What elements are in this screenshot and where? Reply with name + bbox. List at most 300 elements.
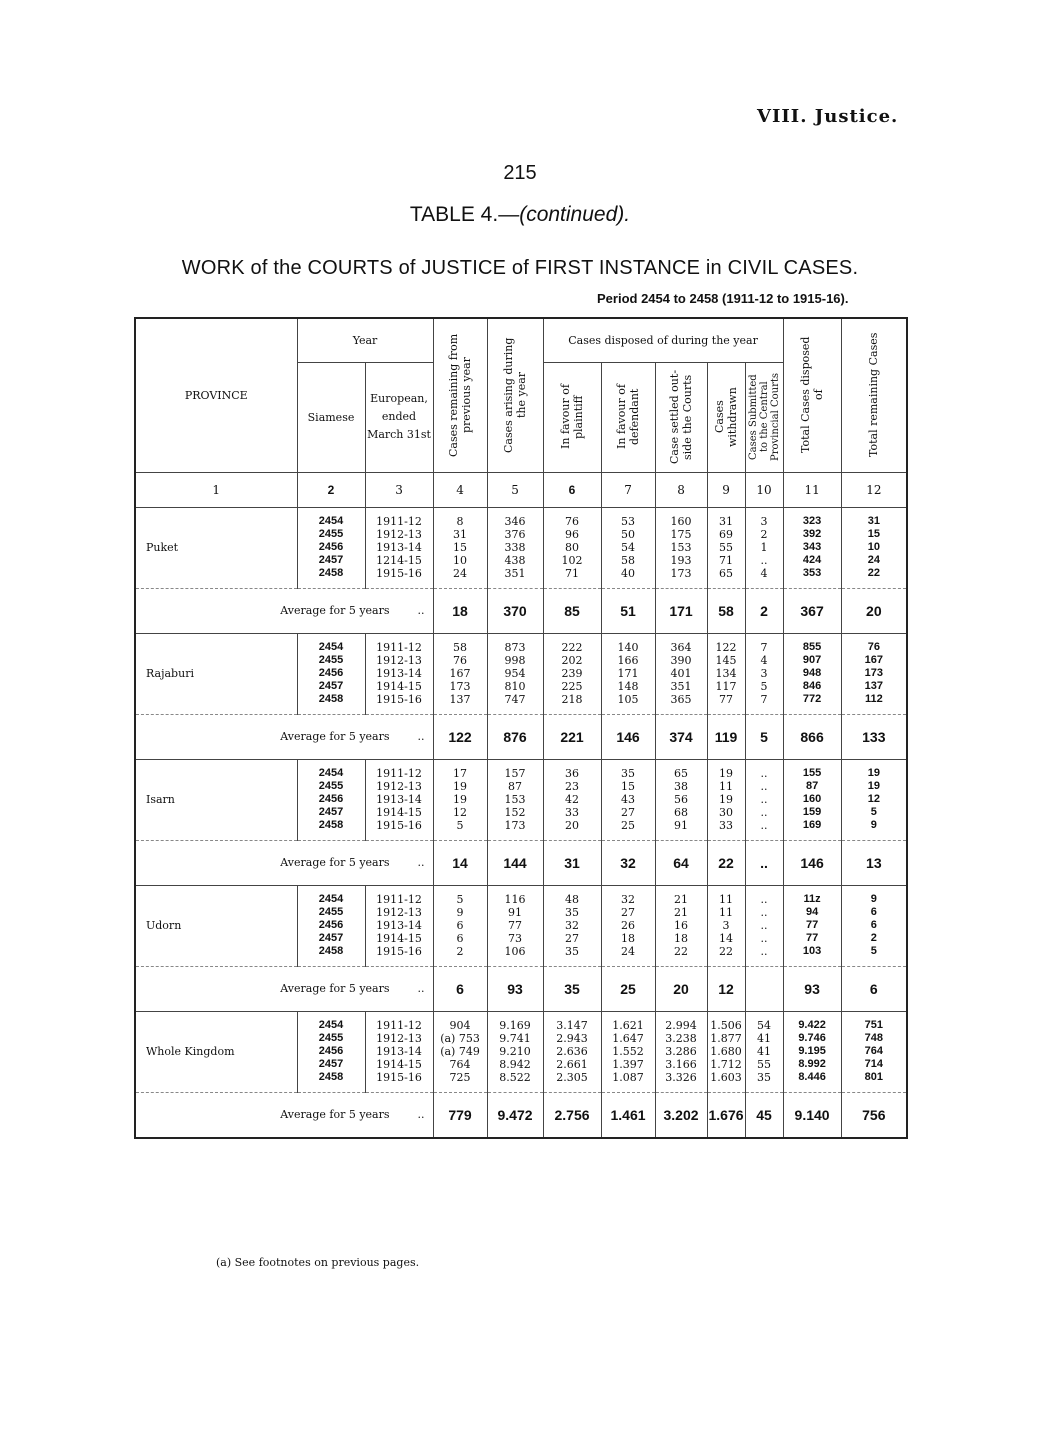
cell-value: 2458 xyxy=(318,819,344,831)
cell-value: 2455 xyxy=(318,654,344,666)
cell-favour-plaintiff xyxy=(543,507,601,588)
cell-value: 11z xyxy=(803,893,821,905)
average-label xyxy=(135,1092,433,1138)
cell-value: 998 xyxy=(504,654,526,667)
header-withdrawn xyxy=(707,362,745,472)
col-num: 10 xyxy=(745,472,783,507)
cell-value: 1914-15 xyxy=(376,932,422,945)
average-dots: .. xyxy=(417,982,425,995)
cell-value: 6 xyxy=(870,919,877,931)
cell-value: 18 xyxy=(674,932,689,945)
province-row xyxy=(135,759,907,840)
cell-value: 2456 xyxy=(318,919,344,931)
cell-value: .. xyxy=(760,919,768,932)
average-favour-plaintiff: 85 xyxy=(543,588,601,633)
cell-value: 5 xyxy=(456,819,464,832)
cell-value: 159 xyxy=(802,806,822,818)
province-row xyxy=(135,633,907,714)
average-row xyxy=(135,966,907,1011)
cell-value: 2455 xyxy=(318,1032,344,1044)
average-row xyxy=(135,588,907,633)
cell-arising xyxy=(487,885,543,966)
cell-value: 9.169 xyxy=(499,1019,531,1032)
cell-value: 202 xyxy=(561,654,583,667)
cell-value: 55 xyxy=(757,1058,772,1071)
cell-value: .. xyxy=(760,806,768,819)
cell-value: 22 xyxy=(867,567,880,579)
cell-value: 1914-15 xyxy=(376,680,422,693)
cell-arising xyxy=(487,1011,543,1092)
cell-value: 1912-13 xyxy=(376,654,422,667)
cell-value: 140 xyxy=(617,641,639,654)
cell-value: 2457 xyxy=(318,806,344,818)
cell-value: 19 xyxy=(867,780,880,792)
cell-value: 76 xyxy=(867,641,880,653)
cell-favour-plaintiff xyxy=(543,759,601,840)
cell-value: 160 xyxy=(670,515,692,528)
average-total-disposed: 367 xyxy=(783,588,841,633)
cell-value: 1915-16 xyxy=(376,693,422,706)
cell-withdrawn xyxy=(707,633,745,714)
cell-value: 1911-12 xyxy=(376,1019,422,1032)
cell-value: 764 xyxy=(449,1058,471,1071)
average-row xyxy=(135,1092,907,1138)
cell-value: 73 xyxy=(508,932,523,945)
cell-favour-defendant xyxy=(601,633,655,714)
cell-total-remaining xyxy=(841,507,907,588)
average-arising: 876 xyxy=(487,714,543,759)
cell-value: 193 xyxy=(670,554,692,567)
cell-value: 43 xyxy=(621,793,636,806)
col-num: 7 xyxy=(601,472,655,507)
cell-value: 2458 xyxy=(318,567,344,579)
page-number: 215 xyxy=(503,162,537,184)
cell-siamese xyxy=(297,507,365,588)
civil-cases-table xyxy=(134,317,908,1139)
cell-withdrawn xyxy=(707,507,745,588)
cell-value: 6 xyxy=(456,932,464,945)
average-settled-outside: 171 xyxy=(655,588,707,633)
cell-value: 40 xyxy=(621,567,636,580)
cell-value: 954 xyxy=(504,667,526,680)
cell-value: 27 xyxy=(621,806,636,819)
cell-value: 5 xyxy=(870,945,877,957)
cell-value: .. xyxy=(760,932,768,945)
cell-value: .. xyxy=(760,767,768,780)
average-submitted-central: 2 xyxy=(745,588,783,633)
cell-value: 846 xyxy=(802,680,822,692)
cell-value: 1.397 xyxy=(612,1058,644,1071)
cell-value: 346 xyxy=(504,515,526,528)
province-row xyxy=(135,885,907,966)
cell-value: 117 xyxy=(715,680,737,693)
cell-value: 87 xyxy=(508,780,523,793)
cell-value: 1915-16 xyxy=(376,1071,422,1084)
average-total-disposed: 93 xyxy=(783,966,841,1011)
cell-value: 873 xyxy=(504,641,526,654)
cell-value: .. xyxy=(760,793,768,806)
cell-value: 11 xyxy=(719,906,734,919)
cell-value: 1912-13 xyxy=(376,528,422,541)
cell-settled-outside xyxy=(655,633,707,714)
cell-arising xyxy=(487,507,543,588)
header-favour-defendant xyxy=(601,362,655,472)
header-european: European, ended March 31st xyxy=(365,362,433,472)
cell-value: 50 xyxy=(621,528,636,541)
cell-value: 2456 xyxy=(318,541,344,553)
cell-value: 365 xyxy=(670,693,692,706)
average-label-text: Average for 5 years xyxy=(280,856,390,869)
average-arising: 9.472 xyxy=(487,1092,543,1138)
cell-total-disposed xyxy=(783,885,841,966)
cell-value: 948 xyxy=(802,667,822,679)
cell-value: 438 xyxy=(504,554,526,567)
cell-value: 25 xyxy=(621,819,636,832)
cell-value: 2 xyxy=(456,945,464,958)
cell-value: 343 xyxy=(802,541,822,553)
cell-value: 2458 xyxy=(318,1071,344,1083)
cell-value: 171 xyxy=(617,667,639,680)
average-withdrawn: 58 xyxy=(707,588,745,633)
average-label-text: Average for 5 years xyxy=(280,1108,390,1121)
cell-total-disposed xyxy=(783,507,841,588)
cell-value: 2457 xyxy=(318,554,344,566)
cell-value: 21 xyxy=(674,906,689,919)
cell-value: .. xyxy=(760,780,768,793)
cell-value: 69 xyxy=(719,528,734,541)
cell-value: 153 xyxy=(504,793,526,806)
average-dots: .. xyxy=(417,604,425,617)
cell-value: 2.943 xyxy=(556,1032,588,1045)
average-remaining-prev: 14 xyxy=(433,840,487,885)
header-total-disposed-text: Total Cases disposed of xyxy=(799,337,826,454)
average-label-text: Average for 5 years xyxy=(280,604,390,617)
cell-value: 7 xyxy=(760,641,768,654)
cell-value: 2457 xyxy=(318,1058,344,1070)
cell-value: 2.994 xyxy=(665,1019,697,1032)
cell-value: 145 xyxy=(715,654,737,667)
cell-value: 160 xyxy=(802,793,822,805)
cell-value: 1.552 xyxy=(612,1045,644,1058)
cell-value: 91 xyxy=(508,906,523,919)
cell-value: 392 xyxy=(802,528,822,540)
cell-value: 1913-14 xyxy=(376,541,422,554)
cell-value: 7 xyxy=(760,693,768,706)
header-remaining-prev-text: Cases remaining from previous year xyxy=(447,333,474,457)
cell-arising xyxy=(487,633,543,714)
col-num: 1 xyxy=(135,472,297,507)
province-row xyxy=(135,507,907,588)
average-withdrawn: 12 xyxy=(707,966,745,1011)
cell-value: 424 xyxy=(802,554,822,566)
table-title-text: TABLE 4.— xyxy=(409,203,520,226)
cell-total-disposed xyxy=(783,633,841,714)
cell-remaining-prev xyxy=(433,1011,487,1092)
cell-value: 8 xyxy=(456,515,464,528)
cell-settled-outside xyxy=(655,885,707,966)
cell-value: 714 xyxy=(864,1058,883,1070)
cell-settled-outside xyxy=(655,507,707,588)
cell-value: 166 xyxy=(617,654,639,667)
cell-value: 376 xyxy=(504,528,526,541)
col-num: 3 xyxy=(365,472,433,507)
cell-value: 3.326 xyxy=(665,1071,697,1084)
cell-value: 36 xyxy=(565,767,580,780)
cell-value: 76 xyxy=(453,654,468,667)
col-num: 2 xyxy=(297,472,365,507)
cell-value: 1911-12 xyxy=(376,893,422,906)
cell-value: 53 xyxy=(621,515,636,528)
header-favour-defendant-text: In favour of defendant xyxy=(615,384,642,450)
cell-value: 15 xyxy=(453,541,468,554)
cell-value: .. xyxy=(760,554,768,567)
cell-value: 22 xyxy=(719,945,734,958)
header-siamese: Siamese xyxy=(297,362,365,472)
cell-value: 2454 xyxy=(318,1019,344,1031)
header-submitted-central-text: Cases Submitted to the Central Provincial Courts xyxy=(747,373,781,461)
cell-favour-defendant xyxy=(601,507,655,588)
cell-value: 153 xyxy=(670,541,692,554)
cell-value: 6 xyxy=(456,919,464,932)
cell-value: 12 xyxy=(867,793,880,805)
cell-value: 2 xyxy=(760,528,768,541)
cell-value: 1914-15 xyxy=(376,1058,422,1071)
cell-value: 2.305 xyxy=(556,1071,588,1084)
cell-value: 94 xyxy=(805,906,819,918)
cell-value: 112 xyxy=(864,693,883,705)
cell-european xyxy=(365,507,433,588)
province-name: Whole Kingdom xyxy=(135,1011,297,1092)
cell-settled-outside xyxy=(655,759,707,840)
cell-total-remaining xyxy=(841,885,907,966)
cell-value: 3.286 xyxy=(665,1045,697,1058)
cell-value: 10 xyxy=(867,541,880,553)
average-total-remaining: 20 xyxy=(841,588,907,633)
cell-value: 225 xyxy=(561,680,583,693)
average-favour-plaintiff: 31 xyxy=(543,840,601,885)
average-settled-outside: 64 xyxy=(655,840,707,885)
cell-value: 80 xyxy=(565,541,580,554)
cell-value: 32 xyxy=(565,919,580,932)
cell-siamese xyxy=(297,885,365,966)
cell-favour-defendant xyxy=(601,1011,655,1092)
cell-value: 218 xyxy=(561,693,583,706)
average-dots: .. xyxy=(417,856,425,869)
col-num: 5 xyxy=(487,472,543,507)
cell-value: 173 xyxy=(864,667,883,679)
cell-submitted-central xyxy=(745,885,783,966)
cell-value: 41 xyxy=(757,1032,772,1045)
cell-value: 96 xyxy=(565,528,580,541)
header-withdrawn-text: Cases withdrawn xyxy=(713,387,740,447)
cell-value: 2454 xyxy=(318,515,344,527)
cell-total-remaining xyxy=(841,633,907,714)
cell-value: 68 xyxy=(674,806,689,819)
cell-value: 77 xyxy=(719,693,734,706)
period-label: Period 2454 to 2458 (1911-12 to 1915-16). xyxy=(597,291,849,306)
cell-value: 18 xyxy=(621,932,636,945)
cell-value: 2457 xyxy=(318,932,344,944)
average-settled-outside: 20 xyxy=(655,966,707,1011)
cell-value: 21 xyxy=(674,893,689,906)
average-settled-outside: 374 xyxy=(655,714,707,759)
province-name: Rajaburi xyxy=(135,633,297,714)
cell-european xyxy=(365,633,433,714)
average-favour-defendant: 51 xyxy=(601,588,655,633)
cell-remaining-prev xyxy=(433,507,487,588)
cell-value: 116 xyxy=(504,893,526,906)
cell-value: 1.087 xyxy=(612,1071,644,1084)
cell-value: 8.446 xyxy=(798,1071,826,1083)
province-row xyxy=(135,1011,907,1092)
cell-value: 42 xyxy=(565,793,580,806)
cell-value: 1912-13 xyxy=(376,906,422,919)
main-title: WORK of the COURTS of JUSTICE of FIRST INSTANCE in CIVIL CASES. xyxy=(181,257,859,279)
cell-value: 15 xyxy=(867,528,880,540)
average-remaining-prev: 18 xyxy=(433,588,487,633)
cell-value: 65 xyxy=(719,567,734,580)
cell-value: 1911-12 xyxy=(376,515,422,528)
average-total-remaining: 133 xyxy=(841,714,907,759)
cell-value: 48 xyxy=(565,893,580,906)
average-remaining-prev: 779 xyxy=(433,1092,487,1138)
average-dots: .. xyxy=(417,730,425,743)
cell-value: 19 xyxy=(453,780,468,793)
average-remaining-prev: 122 xyxy=(433,714,487,759)
cell-value: 31 xyxy=(719,515,734,528)
cell-value: .. xyxy=(760,893,768,906)
cell-value: 157 xyxy=(504,767,526,780)
cell-value: 1.877 xyxy=(710,1032,742,1045)
cell-remaining-prev xyxy=(433,759,487,840)
cell-value: 91 xyxy=(674,819,689,832)
cell-value: 76 xyxy=(565,515,580,528)
cell-european xyxy=(365,759,433,840)
cell-value: 725 xyxy=(449,1071,471,1084)
cell-value: 338 xyxy=(504,541,526,554)
average-label xyxy=(135,588,433,633)
cell-european xyxy=(365,885,433,966)
cell-value: 1911-12 xyxy=(376,641,422,654)
header-year: Year xyxy=(297,318,433,362)
cell-value: 1.647 xyxy=(612,1032,644,1045)
cell-value: 9 xyxy=(456,906,464,919)
cell-value: 11 xyxy=(719,893,734,906)
cell-value: 351 xyxy=(504,567,526,580)
province-name: Udorn xyxy=(135,885,297,966)
cell-withdrawn xyxy=(707,759,745,840)
cell-value: 907 xyxy=(802,654,822,666)
cell-value: 8.942 xyxy=(499,1058,531,1071)
cell-value: (a) 753 xyxy=(440,1032,480,1045)
average-total-disposed: 146 xyxy=(783,840,841,885)
cell-withdrawn xyxy=(707,885,745,966)
cell-value: 4 xyxy=(760,567,768,580)
cell-remaining-prev xyxy=(433,885,487,966)
cell-value: 1912-13 xyxy=(376,780,422,793)
header-arising xyxy=(487,318,543,472)
header-arising-text: Cases arising during the year xyxy=(502,337,529,453)
header-province: PROVINCE xyxy=(135,318,297,472)
cell-favour-plaintiff xyxy=(543,885,601,966)
cell-value: 9.210 xyxy=(499,1045,531,1058)
cell-value: 102 xyxy=(561,554,583,567)
cell-value: 15 xyxy=(621,780,636,793)
header-settled-outside xyxy=(655,362,707,472)
cell-value: 5 xyxy=(870,806,877,818)
cell-value: 19 xyxy=(867,767,880,779)
cell-value: 3.147 xyxy=(556,1019,588,1032)
cell-value: (a) 749 xyxy=(440,1045,480,1058)
cell-value: 323 xyxy=(802,515,822,527)
cell-value: 19 xyxy=(719,793,734,806)
cell-value: 32 xyxy=(621,893,636,906)
average-favour-defendant: 146 xyxy=(601,714,655,759)
average-favour-defendant: 32 xyxy=(601,840,655,885)
average-total-disposed: 866 xyxy=(783,714,841,759)
cell-value: 9.746 xyxy=(798,1032,826,1044)
cell-value: 904 xyxy=(449,1019,471,1032)
cell-value: 20 xyxy=(565,819,580,832)
cell-value: 19 xyxy=(719,767,734,780)
cell-value: 239 xyxy=(561,667,583,680)
cell-value: 77 xyxy=(805,932,819,944)
cell-value: 169 xyxy=(802,819,822,831)
cell-value: 1214-15 xyxy=(376,554,422,567)
average-arising: 144 xyxy=(487,840,543,885)
cell-value: 764 xyxy=(864,1045,883,1057)
cell-total-disposed xyxy=(783,1011,841,1092)
cell-value: 54 xyxy=(757,1019,772,1032)
cell-value: 1.680 xyxy=(710,1045,742,1058)
cell-value: 1.506 xyxy=(710,1019,742,1032)
cell-value: 137 xyxy=(449,693,471,706)
cell-value: 1914-15 xyxy=(376,806,422,819)
cell-value: 10 xyxy=(453,554,468,567)
cell-value: 2458 xyxy=(318,945,344,957)
cell-value: 27 xyxy=(621,906,636,919)
cell-value: 3 xyxy=(760,667,768,680)
cell-value: 3.238 xyxy=(665,1032,697,1045)
average-favour-plaintiff: 2.756 xyxy=(543,1092,601,1138)
cell-value: 9.195 xyxy=(798,1045,826,1057)
col-num: 12 xyxy=(841,472,907,507)
average-total-remaining: 6 xyxy=(841,966,907,1011)
average-row xyxy=(135,714,907,759)
average-label xyxy=(135,840,433,885)
cell-value: 173 xyxy=(504,819,526,832)
average-withdrawn: 119 xyxy=(707,714,745,759)
cell-value: 8.522 xyxy=(499,1071,531,1084)
cell-value: 2455 xyxy=(318,906,344,918)
cell-value: 54 xyxy=(621,541,636,554)
cell-favour-plaintiff xyxy=(543,633,601,714)
cell-value: 12 xyxy=(453,806,468,819)
cell-value: 56 xyxy=(674,793,689,806)
cell-value: 9.741 xyxy=(499,1032,531,1045)
average-label-text: Average for 5 years xyxy=(280,982,390,995)
average-submitted-central: .. xyxy=(745,840,783,885)
cell-value: 2458 xyxy=(318,693,344,705)
cell-value: 1913-14 xyxy=(376,1045,422,1058)
cell-total-remaining xyxy=(841,1011,907,1092)
cell-value: 148 xyxy=(617,680,639,693)
cell-european xyxy=(365,1011,433,1092)
average-remaining-prev: 6 xyxy=(433,966,487,1011)
cell-value: 2456 xyxy=(318,793,344,805)
cell-value: 747 xyxy=(504,693,526,706)
average-label-text: Average for 5 years xyxy=(280,730,390,743)
